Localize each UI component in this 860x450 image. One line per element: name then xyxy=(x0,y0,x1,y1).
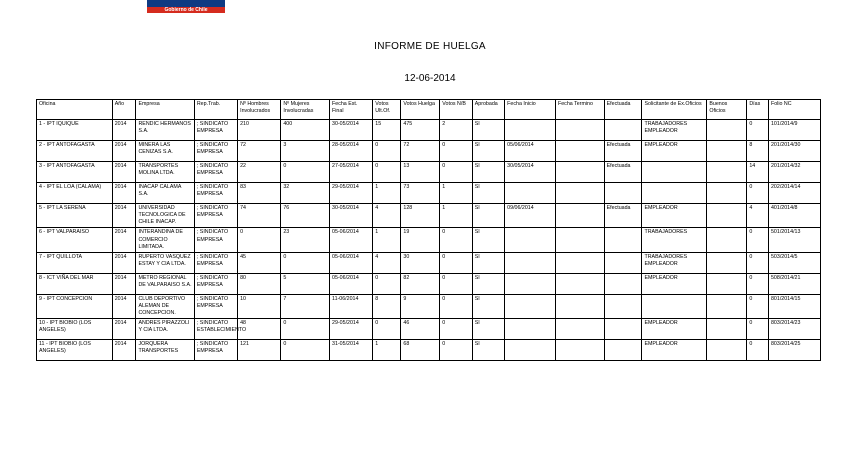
table-cell: 0 xyxy=(747,252,769,273)
table-cell: 0 xyxy=(440,273,472,294)
table-cell xyxy=(555,228,604,252)
table-cell: 10 - IPT BIOBIO (LOS ANGELES) xyxy=(37,319,113,340)
table-cell: 0 xyxy=(281,252,330,273)
table-cell: 128 xyxy=(401,204,440,228)
table-cell: 2014 xyxy=(112,294,136,318)
table-cell: 2014 xyxy=(112,228,136,252)
table-cell: SI xyxy=(472,141,504,162)
table-cell: 74 xyxy=(238,204,281,228)
table-cell: 0 xyxy=(747,294,769,318)
table-cell: 0 xyxy=(440,294,472,318)
table-cell: 76 xyxy=(281,204,330,228)
table-cell: ; SINDICATO EMPRESA xyxy=(194,141,237,162)
table-cell xyxy=(707,228,747,252)
table-cell: 9 - IPT CONCEPCION xyxy=(37,294,113,318)
table-cell: ; SINDICATO EMPRESA xyxy=(194,204,237,228)
table-cell: TRABAJADORES EMPLEADOR xyxy=(642,120,707,141)
table-cell: 68 xyxy=(401,340,440,361)
table-cell xyxy=(707,340,747,361)
table-row xyxy=(37,228,821,252)
table-cell: 19 xyxy=(401,228,440,252)
table-cell: CLUB DEPORTIVO ALEMAN DE CONCEPCION. xyxy=(136,294,194,318)
table-cell: 201/2014/30 xyxy=(768,141,820,162)
table-cell: EMPLEADOR xyxy=(642,141,707,162)
table-cell: 29-05/2014 xyxy=(330,319,373,340)
table-cell: 13 xyxy=(401,162,440,183)
table-cell: 0 xyxy=(440,228,472,252)
table-cell: 0 xyxy=(440,252,472,273)
column-header: Votos Huelga xyxy=(401,100,440,120)
table-cell: 3 - IPT ANTOFAGASTA xyxy=(37,162,113,183)
column-header: Rep.Trab. xyxy=(194,100,237,120)
table-cell: RENDIC HERMANOS S.A. xyxy=(136,120,194,141)
table-cell: INACAP CALAMA S.A. xyxy=(136,183,194,204)
column-header: Nº Hombres Involucrados xyxy=(238,100,281,120)
table-cell: 2014 xyxy=(112,204,136,228)
table-cell: 0 xyxy=(747,340,769,361)
table-cell: 210 xyxy=(238,120,281,141)
table-cell: 0 xyxy=(281,162,330,183)
table-cell: 7 - IPT QUILLOTA xyxy=(37,252,113,273)
table-cell: 1 xyxy=(373,183,401,204)
table-cell: 2 - IPT ANTOFAGASTA xyxy=(37,141,113,162)
table-cell xyxy=(604,294,642,318)
table-cell xyxy=(555,294,604,318)
table-cell xyxy=(604,228,642,252)
table-cell xyxy=(555,204,604,228)
table-cell: 475 xyxy=(401,120,440,141)
table-cell: 803/2014/25 xyxy=(768,340,820,361)
table-cell: 45 xyxy=(238,252,281,273)
table-cell: UNIVERSIDAD TECNOLOGICA DE CHILE INACAP. xyxy=(136,204,194,228)
table-cell: 3 xyxy=(281,141,330,162)
table-cell: ; SINDICATO EMPRESA xyxy=(194,183,237,204)
table-cell: 0 xyxy=(281,340,330,361)
table-cell xyxy=(505,183,556,204)
table-cell: 400 xyxy=(281,120,330,141)
table-cell: 803/2014/23 xyxy=(768,319,820,340)
table-cell: 202/2014/14 xyxy=(768,183,820,204)
column-header: Votos N/B xyxy=(440,100,472,120)
table-cell: ; SINDICATO EMPRESA xyxy=(194,340,237,361)
table-cell xyxy=(707,294,747,318)
table-cell: 30 xyxy=(401,252,440,273)
column-header: Fecha Inicio xyxy=(505,100,556,120)
table-cell: EMPLEADOR xyxy=(642,273,707,294)
table-cell: 29-05/2014 xyxy=(330,183,373,204)
table-cell: 05-06/2014 xyxy=(330,228,373,252)
table-cell: 30-05/2014 xyxy=(330,204,373,228)
table-cell xyxy=(604,340,642,361)
table-cell: 83 xyxy=(238,183,281,204)
strike-report-table xyxy=(36,99,821,361)
table-cell: 0 xyxy=(281,319,330,340)
table-cell: 7 xyxy=(281,294,330,318)
table-row xyxy=(37,340,821,361)
table-cell: TRABAJADORES EMPLEADOR xyxy=(642,252,707,273)
table-cell xyxy=(555,319,604,340)
table-cell: TRABAJADORES xyxy=(642,228,707,252)
table-cell: 4 xyxy=(373,252,401,273)
table-cell xyxy=(707,120,747,141)
table-cell: ; SINDICATO EMPRESA xyxy=(194,162,237,183)
table-cell: 401/2014/8 xyxy=(768,204,820,228)
table-cell: 5 xyxy=(281,273,330,294)
table-cell: 14 xyxy=(747,162,769,183)
column-header: Buenos Oficios xyxy=(707,100,747,120)
table-cell: 05/06/2014 xyxy=(505,141,556,162)
table-cell: 2014 xyxy=(112,141,136,162)
column-header: Oficina xyxy=(37,100,113,120)
table-cell: EMPLEADOR xyxy=(642,204,707,228)
table-cell: EMPLEADOR xyxy=(642,340,707,361)
table-cell: 503/2014/5 xyxy=(768,252,820,273)
table-cell xyxy=(555,273,604,294)
table-cell: SI xyxy=(472,183,504,204)
table-cell: 0 xyxy=(747,273,769,294)
table-cell xyxy=(707,162,747,183)
table-cell: 201/2014/32 xyxy=(768,162,820,183)
table-cell: 0 xyxy=(747,228,769,252)
table-cell xyxy=(604,183,642,204)
table-cell: 4 xyxy=(747,204,769,228)
table-cell: 0 xyxy=(238,228,281,252)
table-header-row xyxy=(37,100,821,120)
table-cell: 0 xyxy=(440,340,472,361)
table-cell: RUPERTO VASQUEZ ESTAY Y CIA LTDA. xyxy=(136,252,194,273)
table-cell: 4 - IPT EL LOA (CALAMA) xyxy=(37,183,113,204)
table-cell: 05-06/2014 xyxy=(330,273,373,294)
table-cell: 82 xyxy=(401,273,440,294)
column-header: Año xyxy=(112,100,136,120)
table-cell: 0 xyxy=(373,319,401,340)
column-header: Aprobada xyxy=(472,100,504,120)
column-header: Fecha Est. Final xyxy=(330,100,373,120)
table-cell: 11-06/2014 xyxy=(330,294,373,318)
table-cell: METRO REGIONAL DE VALPARAISO S.A. xyxy=(136,273,194,294)
table-cell: 30/05/2014 xyxy=(505,162,556,183)
table-cell: 2014 xyxy=(112,120,136,141)
table-cell: 801/2014/15 xyxy=(768,294,820,318)
column-header: Días xyxy=(747,100,769,120)
table-cell: 8 xyxy=(373,294,401,318)
logo-text: Gobierno de Chile xyxy=(164,7,208,13)
table-cell: 8 - ICT VIÑA DEL MAR xyxy=(37,273,113,294)
gobierno-logo xyxy=(147,0,225,13)
table-cell: SI xyxy=(472,294,504,318)
table-cell: 1 - IPT IQUIQUE xyxy=(37,120,113,141)
table-cell: 2014 xyxy=(112,319,136,340)
table-cell: SI xyxy=(472,319,504,340)
table-cell xyxy=(555,162,604,183)
table-cell xyxy=(604,273,642,294)
column-header: Votos Ult.Of. xyxy=(373,100,401,120)
table-cell: 1 xyxy=(440,183,472,204)
table-row xyxy=(37,162,821,183)
table-cell: Efectuada xyxy=(604,141,642,162)
table-cell: 508/2014/21 xyxy=(768,273,820,294)
table-cell: ANDRES PIRAZZOLI Y CIA LTDA. xyxy=(136,319,194,340)
table-cell xyxy=(505,340,556,361)
table-cell: 5 - IPT LA SERENA xyxy=(37,204,113,228)
table-cell xyxy=(505,294,556,318)
table-cell: 23 xyxy=(281,228,330,252)
table-cell: 1 xyxy=(440,204,472,228)
table-cell xyxy=(604,319,642,340)
table-cell: 80 xyxy=(238,273,281,294)
table-cell: 72 xyxy=(238,141,281,162)
table-cell xyxy=(642,162,707,183)
table-cell: TRANSPORTES MOLINA LTDA. xyxy=(136,162,194,183)
table-cell: 0 xyxy=(440,162,472,183)
table-cell: 0 xyxy=(373,162,401,183)
table-cell xyxy=(707,183,747,204)
table-cell xyxy=(555,252,604,273)
table-cell: MINERA LAS CENIZAS S.A. xyxy=(136,141,194,162)
table-cell: SI xyxy=(472,252,504,273)
table-cell: SI xyxy=(472,273,504,294)
table-cell xyxy=(642,183,707,204)
table-cell: 15 xyxy=(373,120,401,141)
table-cell xyxy=(555,183,604,204)
table-cell: 6 - IPT VALPARAISO xyxy=(37,228,113,252)
table-cell: 2 xyxy=(440,120,472,141)
table-row xyxy=(37,183,821,204)
table-cell: Efectuada xyxy=(604,204,642,228)
column-header: Efectuada xyxy=(604,100,642,120)
table-cell: 0 xyxy=(747,120,769,141)
table-cell: ; SINDICATO EMPRESA xyxy=(194,228,237,252)
table-cell: ; SINDICATO ESTABLECIMIENTO xyxy=(194,319,237,340)
table-cell: 72 xyxy=(401,141,440,162)
table-cell: 0 xyxy=(373,141,401,162)
table-cell: 48 xyxy=(238,319,281,340)
table-cell: 32 xyxy=(281,183,330,204)
table-cell: ; SINDICATO EMPRESA xyxy=(194,120,237,141)
table-cell: ; SINDICATO EMPRESA xyxy=(194,273,237,294)
table-cell: 121 xyxy=(238,340,281,361)
table-cell xyxy=(604,252,642,273)
table-cell: SI xyxy=(472,162,504,183)
table-cell: 09/06/2014 xyxy=(505,204,556,228)
table-cell: 11 - IPT BIOBIO (LOS ANGELES) xyxy=(37,340,113,361)
column-header: Folio NC xyxy=(768,100,820,120)
table-cell: 30-05/2014 xyxy=(330,120,373,141)
table-cell: INTERANDINA DE COMERCIO LIMITADA. xyxy=(136,228,194,252)
column-header: Nº Mujeres Involucradas xyxy=(281,100,330,120)
table-cell: SI xyxy=(472,228,504,252)
table-cell: 31-05/2014 xyxy=(330,340,373,361)
table-cell xyxy=(555,120,604,141)
table-cell: 05-06/2014 xyxy=(330,252,373,273)
table-cell xyxy=(555,141,604,162)
table-row xyxy=(37,120,821,141)
table-cell xyxy=(555,340,604,361)
table-cell: 0 xyxy=(747,319,769,340)
table-cell: ; SINDICATO EMPRESA xyxy=(194,252,237,273)
table-cell: 8 xyxy=(747,141,769,162)
table-cell: 9 xyxy=(401,294,440,318)
table-cell: SI xyxy=(472,340,504,361)
column-header: Empresa xyxy=(136,100,194,120)
logo-blue-band xyxy=(147,0,225,7)
table-row xyxy=(37,252,821,273)
table-cell xyxy=(505,252,556,273)
table-cell: 4 xyxy=(373,204,401,228)
table-row xyxy=(37,294,821,318)
table-row xyxy=(37,319,821,340)
column-header: Fecha Termino xyxy=(555,100,604,120)
table-cell xyxy=(707,141,747,162)
table-cell xyxy=(642,294,707,318)
table-cell xyxy=(505,319,556,340)
table-cell xyxy=(505,120,556,141)
table-row xyxy=(37,273,821,294)
table-cell: 2014 xyxy=(112,162,136,183)
report-title: INFORME DE HUELGA xyxy=(374,41,486,52)
table-cell: 27-05/2014 xyxy=(330,162,373,183)
table-cell: 501/2014/13 xyxy=(768,228,820,252)
table-cell: 28-05/2014 xyxy=(330,141,373,162)
table-cell: 101/2014/9 xyxy=(768,120,820,141)
column-header: Solicitante de Ex.Oficios xyxy=(642,100,707,120)
table-row xyxy=(37,204,821,228)
table-cell: 46 xyxy=(401,319,440,340)
table-cell: 0 xyxy=(440,319,472,340)
table-cell xyxy=(707,273,747,294)
table-cell: 1 xyxy=(373,228,401,252)
table-cell: 2014 xyxy=(112,252,136,273)
table-cell: 73 xyxy=(401,183,440,204)
table-cell: 0 xyxy=(440,141,472,162)
table-cell xyxy=(707,204,747,228)
table-cell: 0 xyxy=(373,273,401,294)
table-cell: JORQUERA TRANSPORTES xyxy=(136,340,194,361)
table-cell: 2014 xyxy=(112,340,136,361)
table-cell: SI xyxy=(472,204,504,228)
report-date: 12-06-2014 xyxy=(404,73,456,84)
table-cell xyxy=(604,120,642,141)
table-cell: 10 xyxy=(238,294,281,318)
table-cell: 1 xyxy=(373,340,401,361)
table-cell xyxy=(505,228,556,252)
table-cell: 0 xyxy=(747,183,769,204)
table-cell: ; SINDICATO EMPRESA xyxy=(194,294,237,318)
table-cell xyxy=(505,273,556,294)
table-cell: Efectuada xyxy=(604,162,642,183)
table-cell: 22 xyxy=(238,162,281,183)
table-cell: 2014 xyxy=(112,273,136,294)
table-body xyxy=(37,120,821,361)
table-cell: EMPLEADOR xyxy=(642,319,707,340)
table-cell: 2014 xyxy=(112,183,136,204)
table-cell xyxy=(707,319,747,340)
table-cell xyxy=(707,252,747,273)
table-row xyxy=(37,141,821,162)
table-cell: SI xyxy=(472,120,504,141)
